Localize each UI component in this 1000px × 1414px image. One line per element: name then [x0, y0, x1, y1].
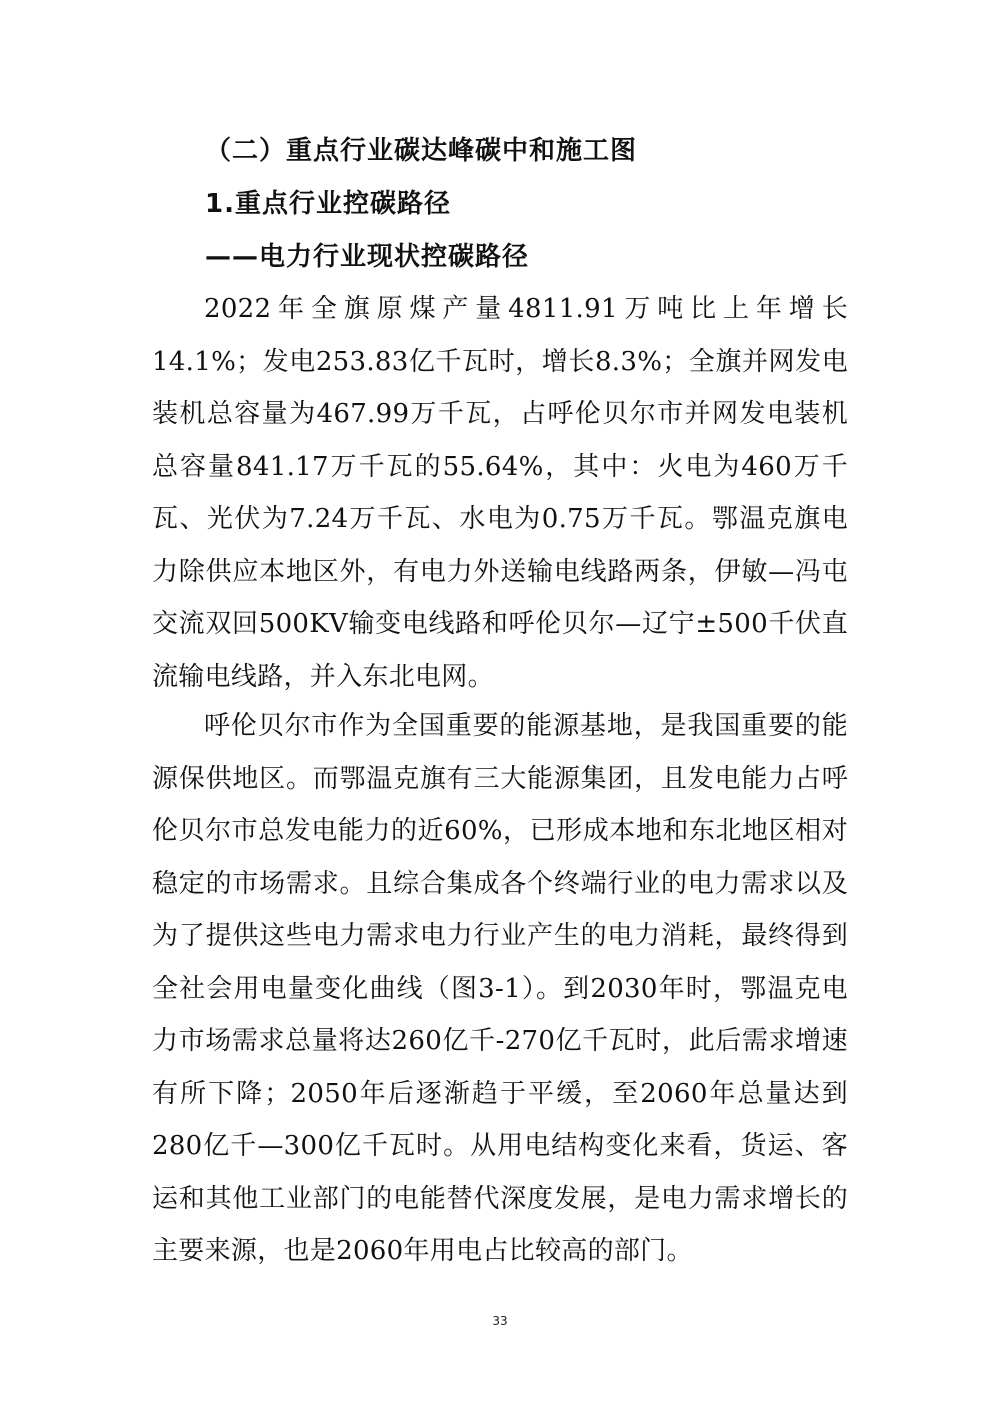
- body-paragraph-2: 呼伦贝尔市作为全国重要的能源基地，是我国重要的能源保供地区。而鄂温克旗有三大能源集团，且发电能力占呼伦贝尔市总发电能力的近60%，已形成本地和东北地区相对稳定的市场需求。且综合集成各个终端行业的电力需求以及为了提供这些电力需求电力行业产生的电力消耗，最终得到全社会用电量变化曲线（图3-1）。到2030年时，鄂温克电力市场需求总量将达260亿千-270亿千瓦时，此后需求增速有所下降；2050年后逐渐趋于平缓，至2060年总量达到280亿千—300亿千瓦时。从用电结构变化来看，货运、客运和其他工业部门的电能替代深度发展，是电力需求增长的主要来源，也是2060年用电占比较高的部门。: [152, 711, 848, 1266]
- subsubsection-heading: ——电力行业现状控碳路径: [205, 242, 530, 272]
- subsection-heading: 1.重点行业控碳路径: [205, 189, 451, 219]
- body-paragraph-1: 2022年全旗原煤产量4811.91万吨比上年增长14.1%；发电253.83亿千瓦时，增长8.3%；全旗并网发电装机总容量为467.99万千瓦，占呼伦贝尔市并网发电装机总容量841.17万千瓦的55.64%，其中：火电为460万千瓦、光伏为7.24万千瓦、水电为0.75万千瓦。鄂温克旗电力除供应本地区外，有电力外送输电线路两条，伊敏—冯屯交流双回500KV输变电线路和呼伦贝尔—辽宁±500千伏直流输电线路，并入东北电网。: [152, 294, 849, 692]
- section-heading: （二）重点行业碳达峰碳中和施工图: [205, 136, 638, 166]
- page-number: 33: [492, 1314, 508, 1328]
